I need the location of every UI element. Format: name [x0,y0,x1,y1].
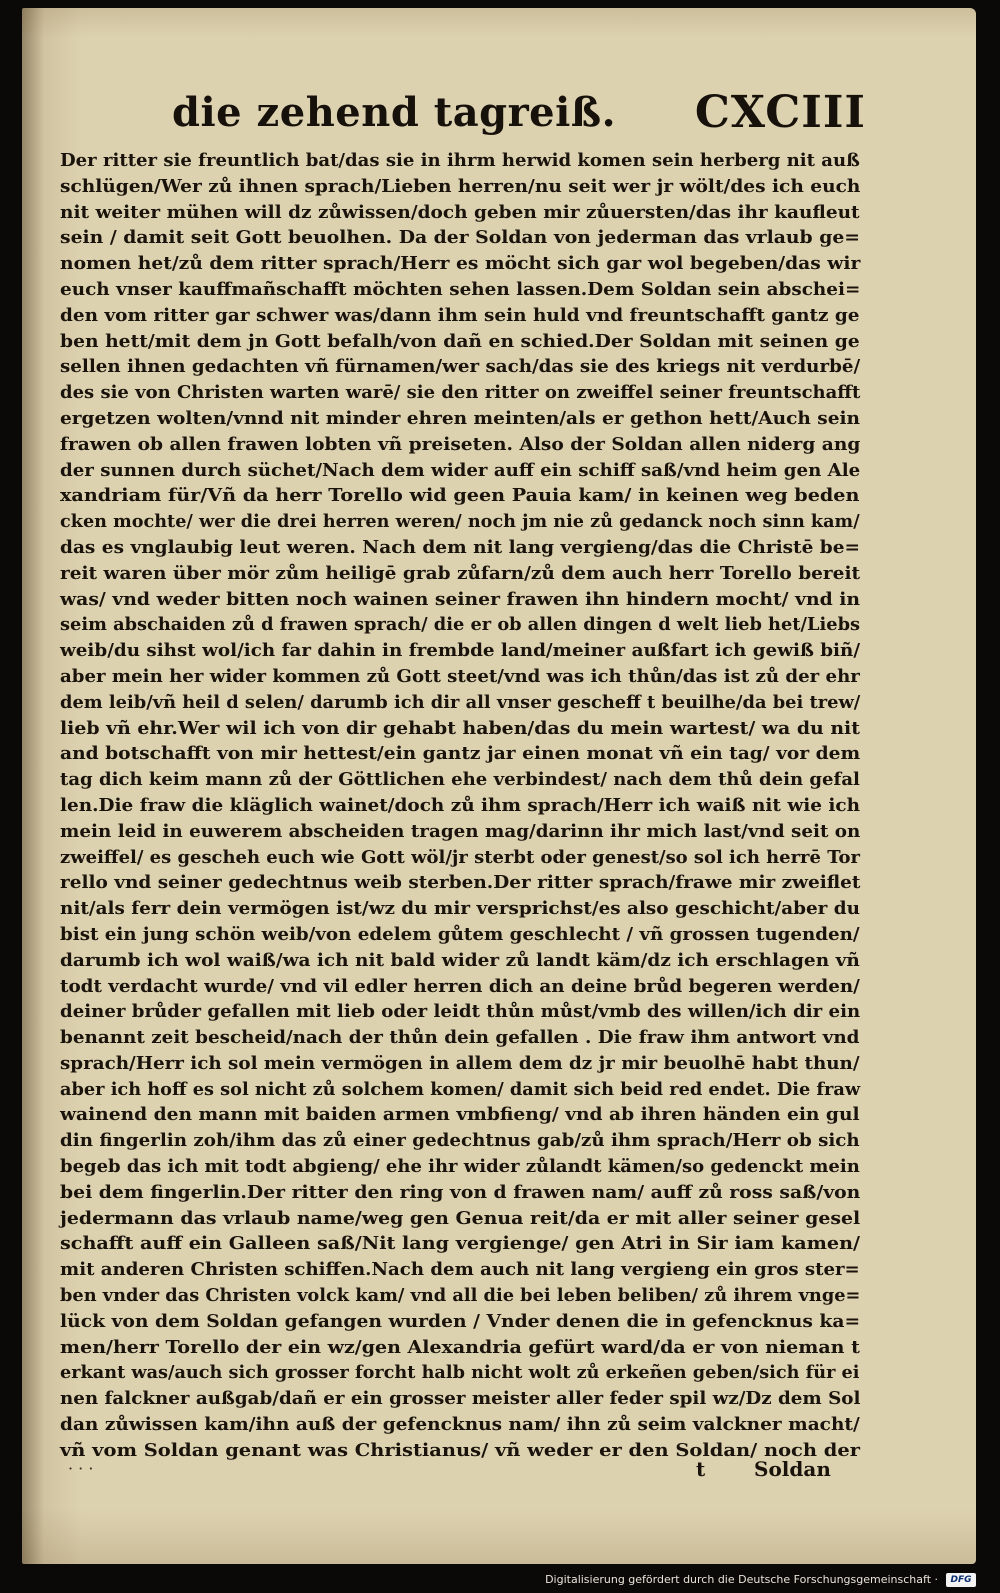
text-line: zweiffel/ es gescheh euch wie Gott wöl/jr sterbt oder genest/so sol ich herrē Tor [60,846,860,868]
page-header [172,83,866,143]
text-line: nit/als ferr dein vermögen ist/wz du mir versprichst/es also geschicht/aber du [60,898,861,920]
catchword: Soldan [754,1457,831,1481]
text-line: xandriam für/Vñ da herr Torello wid geen Pauia kam/ in keinen weg beden [60,485,860,507]
signature-mark: t [696,1457,706,1481]
text-line: weib/du sihst wol/ich far dahin in frembde land/meiner außfart ich gewiß biñ/ [60,640,861,662]
text-line: das es vnglaubig leut weren. Nach dem nit lang vergieng/das die Christē be= [60,536,861,558]
text-line: jedermann das vrlaub name/weg gen Genua reit/da er mit aller seiner gesel [60,1207,861,1229]
book-page [22,8,976,1564]
text-line: bei dem fingerlin.Der ritter den ring von d frawen nam/ auff zů ross saß/von [60,1181,861,1203]
text-line: sprach/Herr ich sol mein vermögen in allem dem dz jr mir beuolhē habt thun/ [60,1052,860,1074]
text-line: vñ vom Soldan genant was Christianus/ vñ weder er den Soldan/ noch der [60,1439,860,1461]
text-line: euch vnser kauffmañschafft möchten sehen lassen.Dem Soldan sein abschei= [60,278,861,300]
body-text [60,148,860,1464]
dfg-logo: DFG [946,1573,976,1587]
text-line: erkant was/auch sich grosser forcht halb nicht wolt zů erkeñen geben/sich für ei [60,1362,860,1384]
text-line: dem leib/vñ heil d selen/ darumb ich dir all vnser gescheff t beuilhe/da bei trew/ [60,691,861,713]
text-line: frawen ob allen frawen lobten vñ preiseten. Also der Soldan allen niderg ang [60,433,861,455]
text-line: and botschafft von mir hettest/ein gantz jar einen monat vñ ein tag/ vor dem [60,743,861,765]
page-footer [60,1454,860,1484]
text-line: rello vnd seiner gedechtnus weib sterben.Der ritter sprach/frawe mir zweiflet [60,872,861,894]
text-line: men/herr Torello der ein wz/gen Alexandria gefürt ward/da er von nieman t [60,1336,860,1358]
text-line: dan zůwissen kam/ihn auß der gefencknus nam/ ihn zů seim valckner macht/ [60,1414,860,1436]
text-line: wainend den mann mit baiden armen vmbfieng/ vnd ab ihren händen ein gul [60,1104,860,1126]
text-line: den vom ritter gar schwer was/dann ihm sein huld vnd freuntschafft gantz ge [60,304,860,326]
text-line: nomen het/zů dem ritter sprach/Herr es möcht sich gar wol begeben/das wir [60,253,861,275]
text-line: bist ein jung schön weib/von edelem gůtem geschlecht / vñ grossen tugenden/ [60,923,860,945]
text-line: des sie von Christen warten warē/ sie den ritter on zweiffel seiner freuntschafft [60,382,861,404]
text-line: mein leid in euwerem abscheiden tragen mag/darinn ihr mich last/vnd seit on [60,820,861,842]
text-line: tag dich keim mann zů der Göttlichen ehe verbindest/ nach dem thů dein gefal [60,769,860,791]
text-line: schafft auff ein Galleen saß/Nit lang vergienge/ gen Atri in Sir iam kamen/ [60,1233,861,1255]
text-line: Der ritter sie freuntlich bat/das sie in ihrm herwid komen sein herberg nit auß [60,150,860,171]
text-line: ben vnder das Christen volck kam/ vnd all die bei leben beliben/ zů ihrem vnge= [60,1285,861,1307]
text-line: darumb ich wol waiß/wa ich nit bald wider zů landt käm/dz ich erschlagen vñ [60,949,860,971]
running-title: die zehend tagreiß. [172,89,617,136]
text-line: ergetzen wolten/vnnd nit minder ehren meinten/als er gethon hett/Auch sein [60,407,861,429]
text-line: sellen ihnen gedachten vñ fürnamen/wer sach/das sie des kriegs nit verdurbē/ [60,356,861,378]
text-line: der sunnen durch süchet/Nach dem wider auff ein schiff saß/vnd heim gen Ale [60,459,861,481]
text-line: cken mochte/ wer die drei herren weren/ noch jm nie zů gedanck noch sinn kam/ [60,511,860,533]
text-line: reit waren über mör zům heiligē grab zůfarn/zů dem auch herr Torello bereit [60,562,861,584]
folio-number: CXCIII [694,87,866,138]
text-line: mit anderen Christen schiffen.Nach dem auch nit lang vergieng ein gros ster= [60,1259,860,1281]
text-line: din fingerlin zoh/ihm das zů einer gedechtnus gab/zů ihm sprach/Herr ob sich [60,1130,860,1152]
print-marks: · · · [68,1459,94,1478]
text-line: nit weiter mühen will dz zůwissen/doch geben mir zůuersten/das ihr kaufleut [60,201,860,223]
text-line: schlügen/Wer zů ihnen sprach/Lieben herren/nu seit wer jr wölt/des ich euch [60,175,861,197]
text-line: deiner brůder gefallen mit lieb oder leidt thůn můst/vmb des willen/ich dir ein [60,1001,861,1023]
text-line: lück von dem Soldan gefangen wurden / Vnder denen die in gefencknus ka= [60,1310,861,1332]
text-line: aber ich hoff es sol nicht zů solchem komen/ damit sich beid red endet. Die fraw [60,1078,861,1100]
text-line: benannt zeit bescheid/nach der thůn dein gefallen . Die fraw ihm antwort vnd [60,1027,860,1049]
text-line: sein / damit seit Gott beuolhen. Da der Soldan von jederman das vrlaub ge= [60,227,861,249]
text-line: len.Die fraw die kläglich wainet/doch zů ihm sprach/Herr ich waiß nit wie ich [60,794,860,816]
text-line: todt verdacht wurde/ vnd vil edler herren dich an deine brůd begeren werden/ [60,975,860,997]
credit-text: Digitalisierung gefördert durch die Deutsche Forschungsgemeinschaft · [545,1573,938,1586]
text-line: seim abschaiden zů d frawen sprach/ die er ob allen dingen d welt lieb het/Liebs [60,614,861,636]
text-line: begeb das ich mit todt abgieng/ ehe ihr wider zůlandt kämen/so gedenckt mein [60,1156,860,1178]
text-line: aber mein her wider kommen zů Gott steet/vnd was ich thůn/das ist zů der ehr [60,665,860,687]
text-line: nen falckner außgab/dañ er ein grosser meister aller feder spil wz/Dz dem Sol [60,1388,861,1410]
text-line: was/ vnd weder bitten noch wainen seiner frawen ihn hindern mocht/ vnd in [60,588,861,610]
credit-bar [0,1568,1000,1593]
text-line: lieb vñ ehr.Wer wil ich von dir gehabt haben/das du mein wartest/ wa du nit [60,717,860,739]
text-line: ben hett/mit dem jn Gott befalh/von dañ en schied.Der Soldan mit seinen ge [60,330,860,352]
